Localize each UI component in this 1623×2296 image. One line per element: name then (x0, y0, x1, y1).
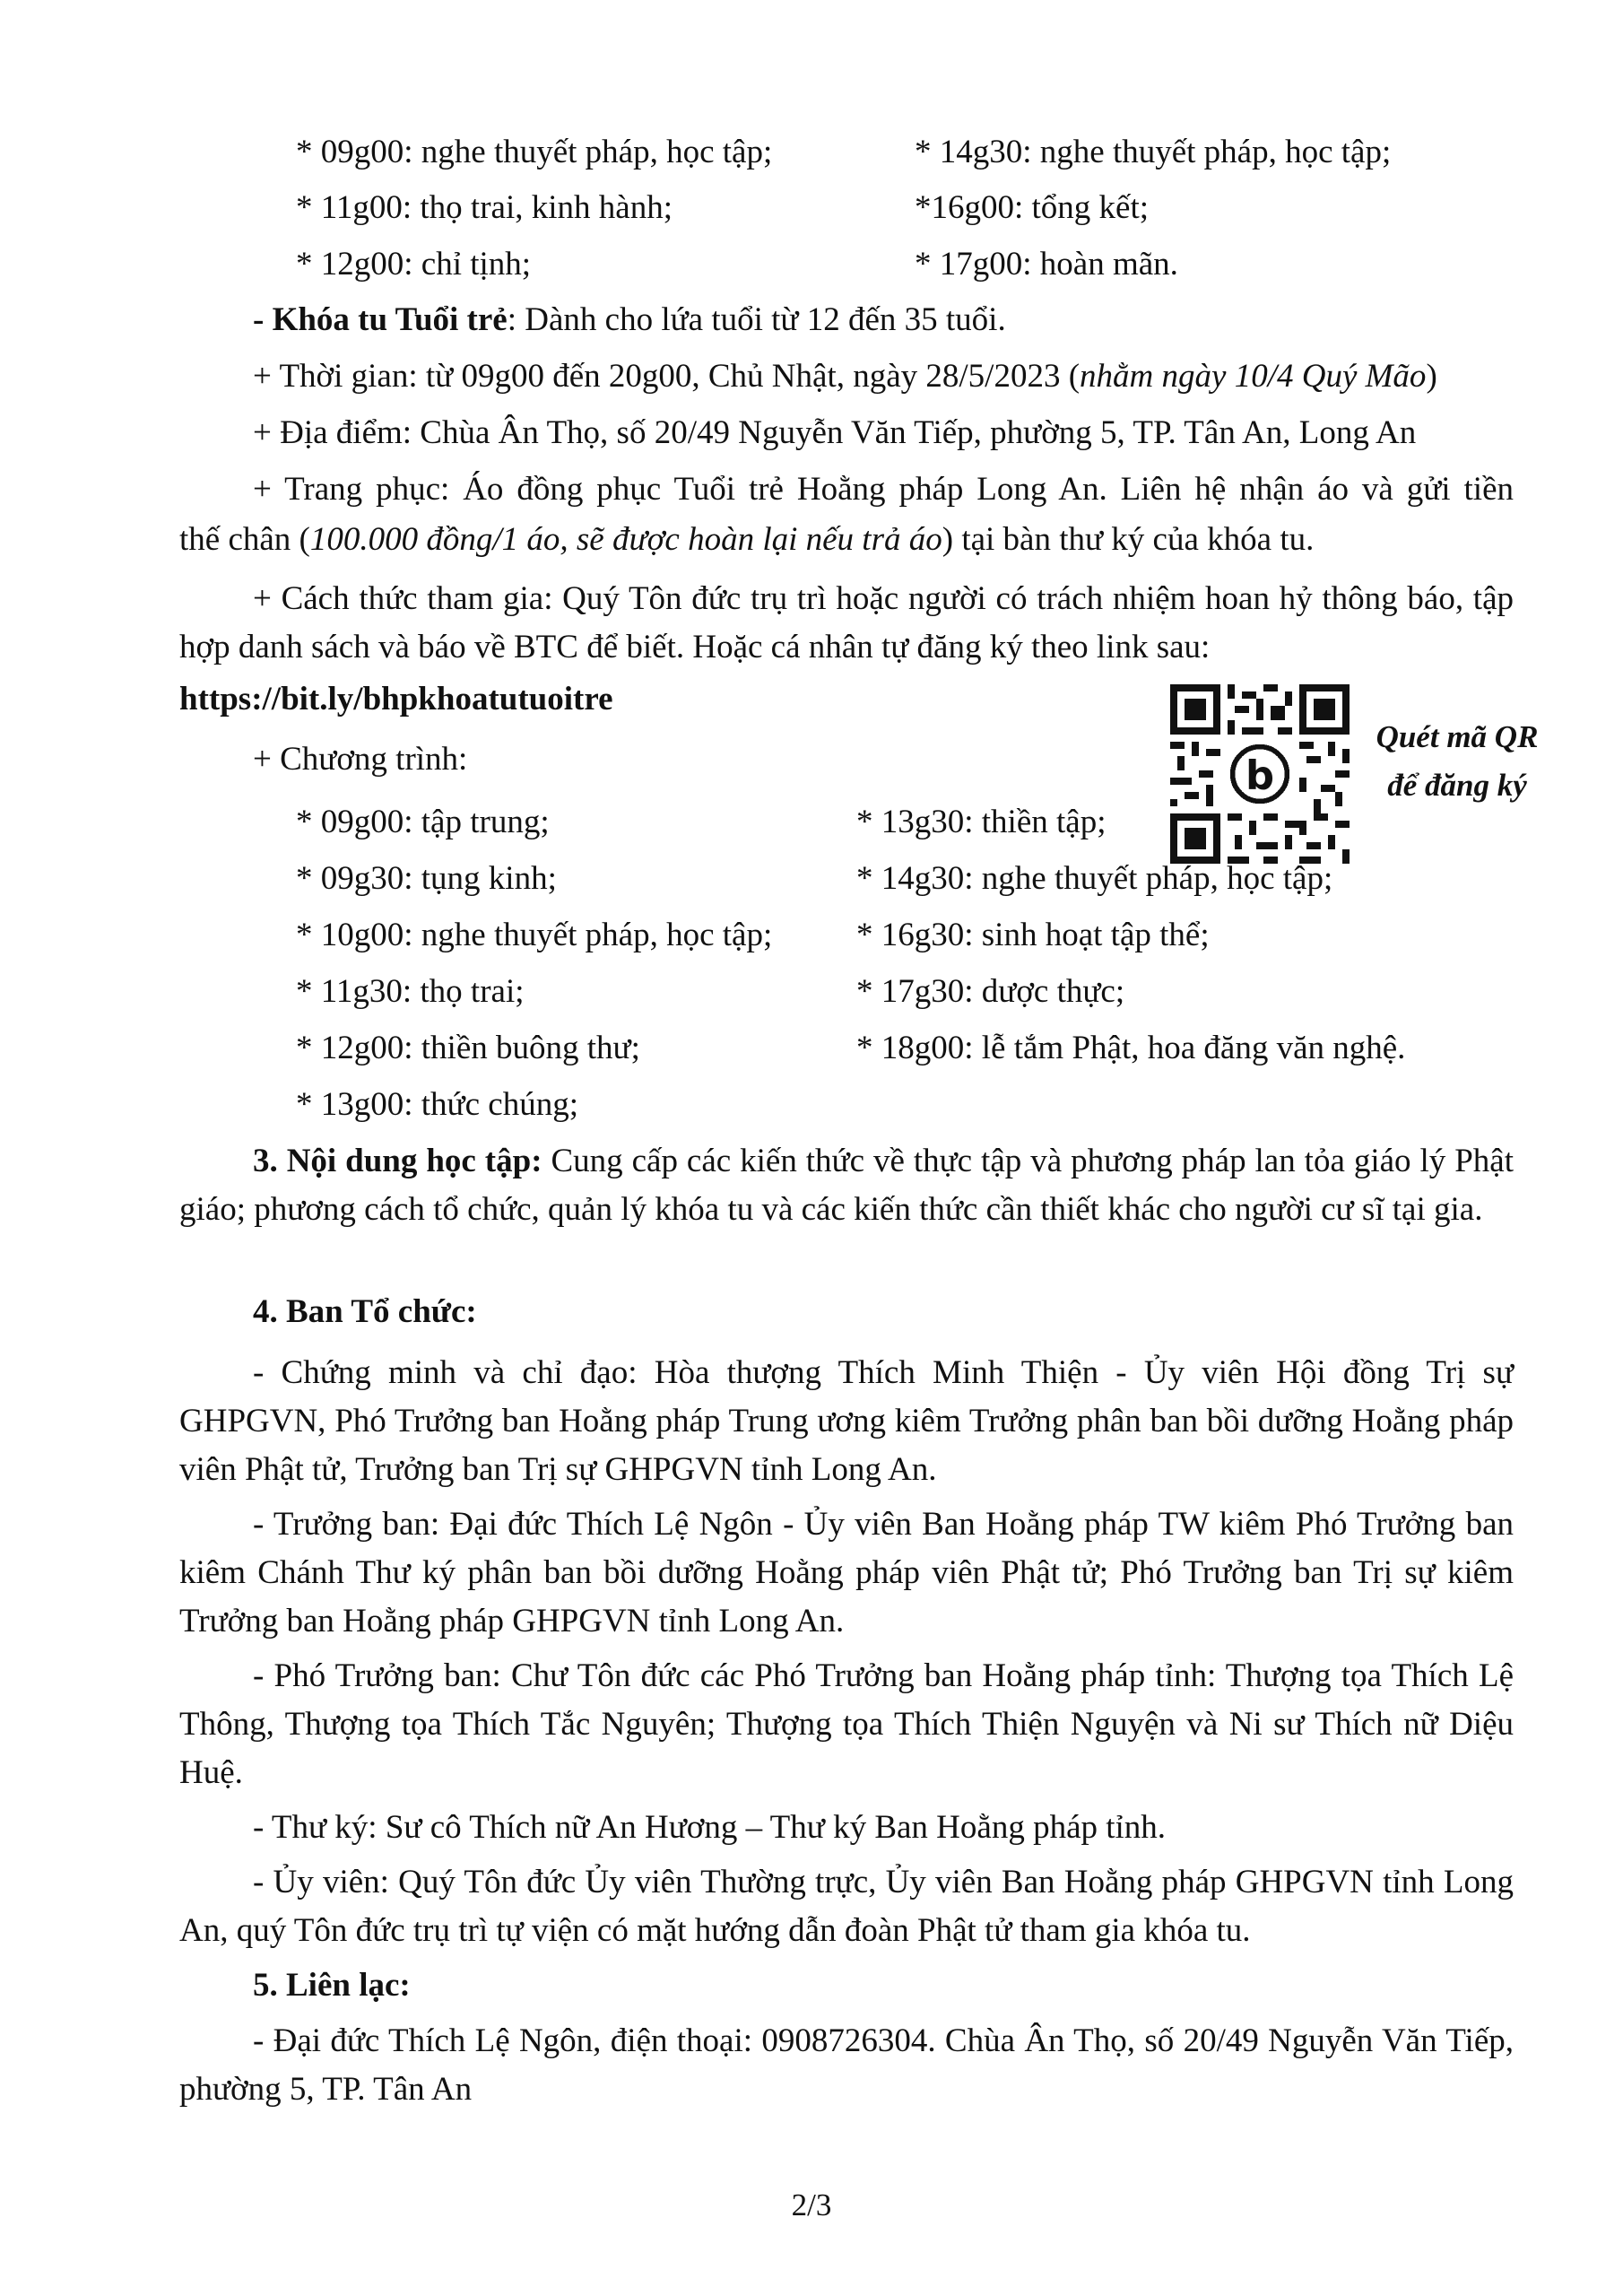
youth-attire-line1 (253, 465, 1514, 514)
youth-time-close: ) (1426, 358, 1437, 395)
youth-time-lunar: nhằm ngày 10/4 Quý Mão (1080, 358, 1427, 395)
youth-attire-deposit-post: ) tại bàn thư ký của khóa tu. (942, 521, 1315, 558)
svg-text:b: b (1245, 751, 1275, 799)
section-3-paragraph (179, 1137, 1514, 1234)
section-3-text: Cung cấp các kiến thức về thực tập và phương pháp lan tỏa giáo lý Phật giáo; phương cách tổ chức, quản lý khóa tu và các kiến thức cần thiết khác cho người cư sĩ tại gia. (179, 1143, 1515, 1228)
section-3-heading: 3. Nội dung học tập: (253, 1143, 542, 1179)
youth-place: + Địa điểm: Chùa Ân Thọ, số 20/49 Nguyễn Văn Tiếp, phường 5, TP. Tân An, Long An (253, 414, 1417, 451)
section-4-paragraph-1: - Chứng minh và chỉ đạo: Hòa thượng Thích Minh Thiện - Ủy viên Hội đồng Trị sự GHPGVN, Phó Trưởng ban Hoằng pháp Trung ương kiêm Trưởng phân ban bồi dưỡng Hoằng pháp viên Phật tử, Trưởng ban Trị sự GHPGVN tỉnh Long An. (179, 1354, 1514, 1488)
qr-caption-line2: để đăng ký (1387, 768, 1527, 803)
qr-code[interactable] (1170, 684, 1350, 864)
youth-time (253, 352, 1437, 401)
youth-join-paragraph: + Cách thức tham gia: Quý Tôn đức trụ trì hoặc người có trách nhiệm hoan hỷ thông báo, tập hợp danh sách và báo về BTC để biết. Hoặc cá nhân tự đăng ký theo link sau: (179, 580, 1514, 665)
youth-registration-link[interactable]: https://bit.ly/bhpkhoatutuoitre (179, 681, 613, 718)
section-4-paragraph-4: - Thư ký: Sư cô Thích nữ An Hương – Thư ký Ban Hoằng pháp tỉnh. (253, 1809, 1167, 1846)
youth-time-text: + Thời gian: từ 09g00 đến 20g00, Chủ Nhật, ngày 28/5/2023 ( (253, 358, 1081, 395)
section-5-paragraph-1: - Đại đức Thích Lệ Ngôn, điện thoại: 0908726304. Chùa Ân Thọ, số 20/49 Nguyễn Văn Tiếp, phường 5, TP. Tân An (179, 2022, 1514, 2108)
youth-heading (253, 296, 1006, 344)
schedule-b-left-3: * 10g00: nghe thuyết pháp, học tập; (296, 917, 773, 953)
schedule-a-left-2: * 11g00: thọ trai, kinh hành; (296, 189, 673, 226)
youth-heading-rest: : Dành cho lứa tuổi từ 12 đến 35 tuổi. (507, 301, 1006, 338)
schedule-a-left-1: * 09g00: nghe thuyết pháp, học tập; (296, 134, 773, 170)
schedule-a-right-2: *16g00: tổng kết; (915, 189, 1150, 226)
page-number: 2/3 (791, 2187, 832, 2222)
section-5-heading: 5. Liên lạc: (253, 1967, 411, 2004)
schedule-b-right-3: * 16g30: sinh hoạt tập thể; (856, 917, 1210, 953)
section-4-paragraph-2: - Trưởng ban: Đại đức Thích Lệ Ngôn - Ủy viên Ban Hoằng pháp TW kiêm Phó Trưởng ban kiêm Chánh Thư ký phân ban bồi dưỡng Hoằng pháp viên Phật tử; Phó Trưởng ban Trị sự kiêm Trưởng ban Hoằng pháp GHPGVN tỉnh Long An. (179, 1506, 1514, 1639)
youth-attire-text: + Trang phục: Áo đồng phục Tuổi trẻ Hoằng pháp Long An. Liên hệ nhận áo và gửi tiền (253, 471, 1514, 508)
schedule-b-right-1: * 13g30: thiền tập; (856, 804, 1107, 840)
schedule-b-left-2: * 09g30: tụng kinh; (296, 860, 557, 897)
schedule-b-left-5: * 12g00: thiền buông thư; (296, 1030, 640, 1066)
youth-heading-bold: - Khóa tu Tuổi trẻ (253, 301, 508, 338)
qr-caption-line1: Quét mã QR (1376, 719, 1539, 754)
schedule-b-right-5: * 18g00: lễ tắm Phật, hoa đăng văn nghệ. (856, 1030, 1406, 1066)
schedule-b-left-6: * 13g00: thức chúng; (296, 1086, 578, 1123)
schedule-a-right-1: * 14g30: nghe thuyết pháp, học tập; (915, 134, 1392, 170)
schedule-b-left-4: * 11g30: thọ trai; (296, 973, 525, 1010)
youth-attire-deposit-pre: thế chân ( (179, 521, 310, 558)
section-4-paragraph-5: - Ủy viên: Quý Tôn đức Ủy viên Thường trực, Ủy viên Ban Hoằng pháp GHPGVN tỉnh Long An, quý Tôn đức trụ trì tự viện có mặt hướng dẫn đoàn Phật tử tham gia khóa tu. (179, 1864, 1514, 1949)
section-4-heading: 4. Ban Tổ chức: (253, 1293, 477, 1330)
qr-code-icon (1170, 684, 1350, 864)
schedule-b-right-2: * 14g30: nghe thuyết pháp, học tập; (856, 860, 1333, 897)
youth-attire-deposit: 100.000 đồng/1 áo, sẽ được hoàn lại nếu trả áo (309, 521, 942, 558)
schedule-a-right-3: * 17g00: hoàn mãn. (915, 246, 1178, 283)
schedule-a-left-3: * 12g00: chỉ tịnh; (296, 246, 532, 283)
schedule-b-right-4: * 17g30: dược thực; (856, 973, 1125, 1010)
schedule-b-left-1: * 09g00: tập trung; (296, 804, 550, 840)
youth-program-label: + Chương trình: (253, 741, 468, 778)
section-4-paragraph-3: - Phó Trưởng ban: Chư Tôn đức các Phó Trưởng ban Hoằng pháp tỉnh: Thượng tọa Thích Lệ Thông, Thượng tọa Thích Tắc Nguyên; Thượng tọa Thích Thiện Nguyện và Ni sư Thích nữ Diệu Huệ. (179, 1657, 1514, 1791)
youth-attire-line2 (179, 516, 1314, 564)
